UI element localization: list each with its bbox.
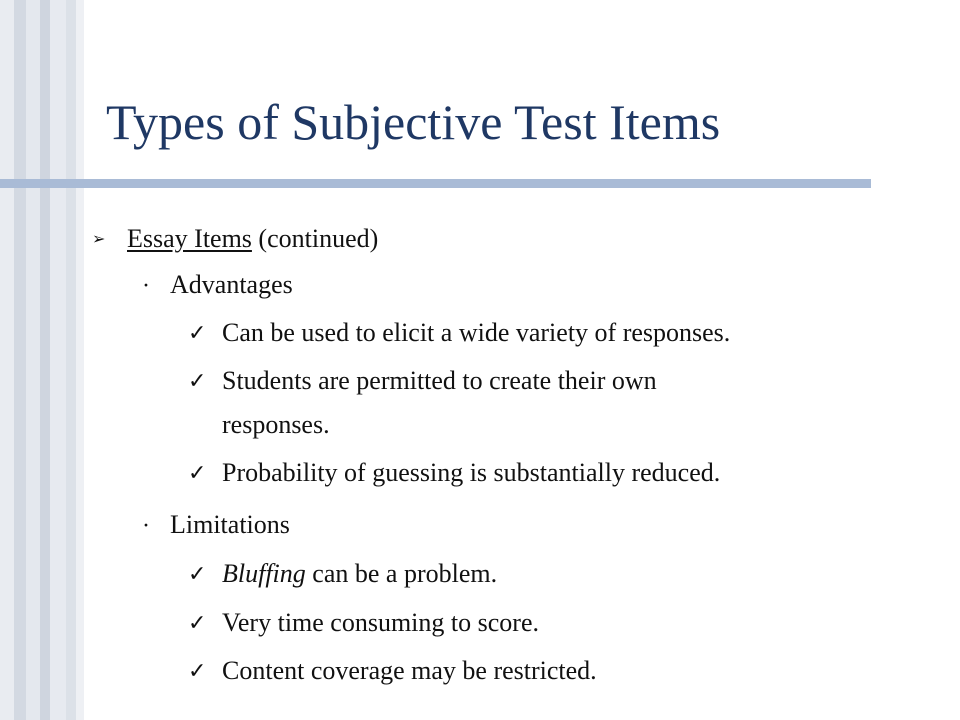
checkmark-icon: ✓	[188, 610, 207, 635]
advantage-item: Students are permitted to create their own	[222, 366, 657, 395]
checkmark-icon: ✓	[188, 320, 207, 345]
advantage-item-continued: responses.	[222, 410, 330, 439]
limitation-item: Content coverage may be restricted.	[222, 656, 597, 685]
section-heading	[127, 224, 378, 254]
dot-bullet-icon: ·	[142, 513, 150, 539]
advantage-item: Can be used to elicit a wide variety of responses.	[222, 318, 731, 347]
advantage-item: Probability of guessing is substantially reduced.	[222, 458, 721, 487]
arrow-bullet-icon: ➢	[92, 231, 106, 248]
limitation-item-italic: Bluffing	[222, 559, 306, 588]
limitation-item-rest: can be a problem.	[305, 559, 498, 588]
limitation-item	[222, 559, 497, 589]
dot-bullet-icon: ·	[142, 273, 150, 299]
checkmark-icon: ✓	[188, 368, 207, 393]
limitation-item: Very time consuming to score.	[222, 608, 539, 637]
checkmark-icon: ✓	[188, 460, 207, 485]
checkmark-icon: ✓	[188, 561, 207, 586]
slide-title: Types of Subjective Test Items	[106, 94, 721, 150]
advantages-label: Advantages	[170, 270, 293, 299]
section-heading-underlined: Essay Items	[127, 224, 252, 253]
limitations-label: Limitations	[170, 510, 290, 539]
checkmark-icon: ✓	[188, 658, 207, 683]
section-heading-rest: (continued)	[251, 224, 379, 253]
